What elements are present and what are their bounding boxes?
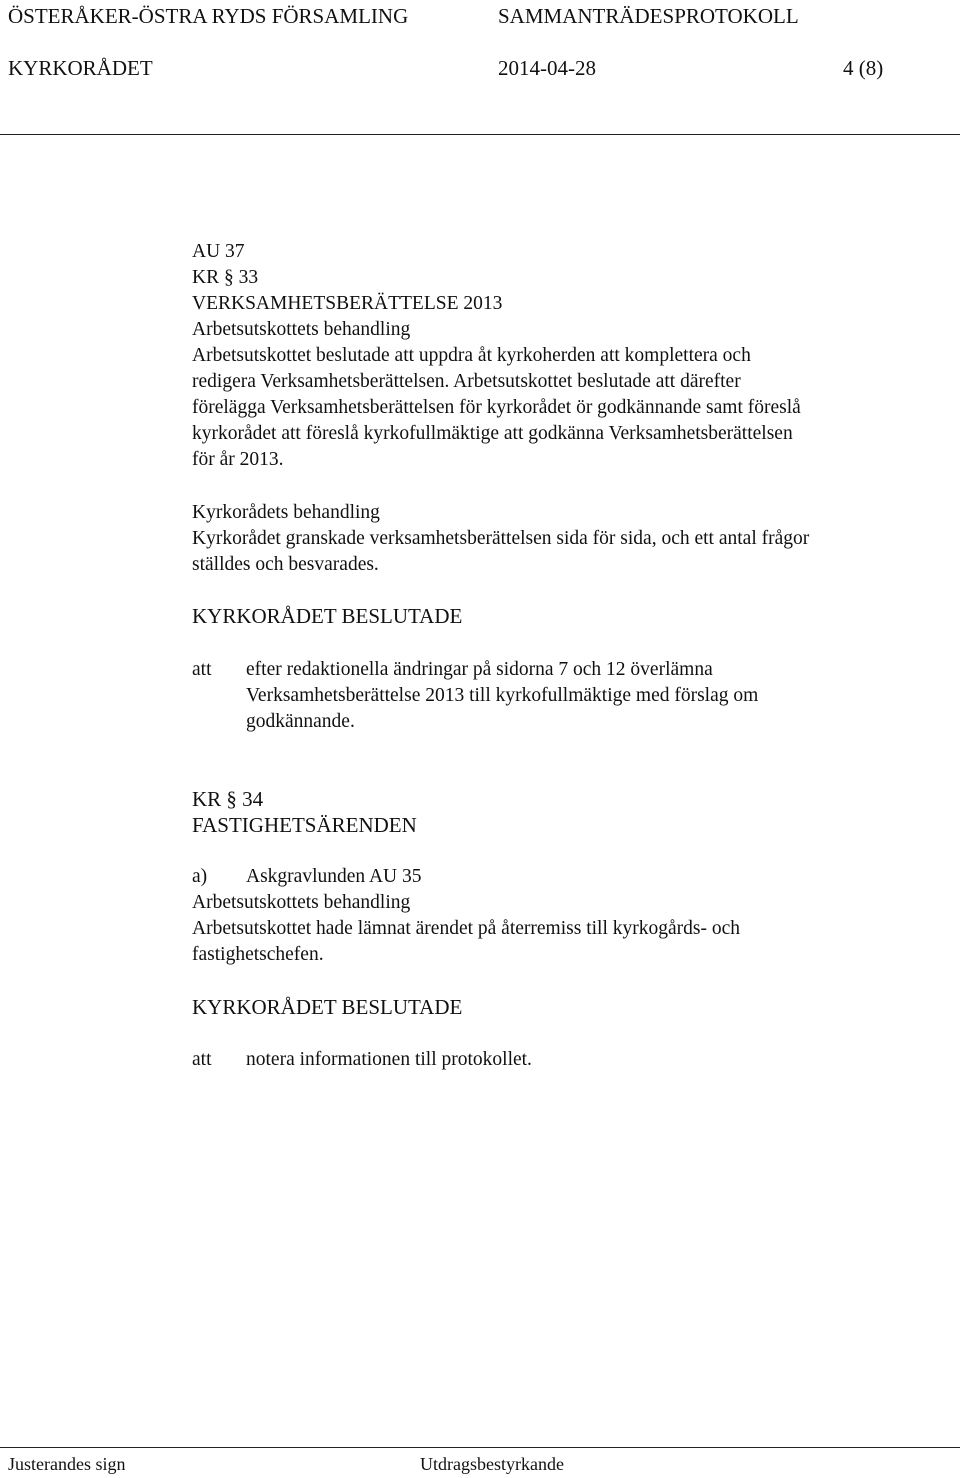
section2-title: FASTIGHETSÄRENDEN [192,813,417,837]
au-text-line: Arbetsutskottet beslutade att uppdra åt kyrkoherden att komplettera och [192,345,751,366]
decision-att: att [192,659,212,680]
decision-heading: KYRKORÅDET BESLUTADE [192,995,463,1019]
kr-heading: Kyrkorådets behandling [192,502,380,523]
header-date: 2014-04-28 [498,56,596,80]
item-title-row [246,864,422,890]
kr-text-line: ställdes och besvarades. [192,554,379,575]
header-doc-type: SAMMANTRÄDESPROTOKOLL [498,4,799,28]
decision-text: notera informationen till protokollet. [246,1049,532,1070]
au-heading: Arbetsutskottets behandling [192,892,411,913]
decision-text [246,657,936,735]
header-body: KYRKORÅDET [8,56,153,80]
item-letter: a) [192,866,208,887]
decision-heading: KYRKORÅDET BESLUTADE [192,604,463,628]
au-text-line: förelägga Verksamhetsberättelsen för kyrkorådet ör godkännande samt föreslå [192,397,801,418]
section-title: VERKSAMHETSBERÄTTELSE 2013 [192,293,503,314]
au-text-line: kyrkorådet att föreslå kyrkofullmäktige att godkänna Verksamhetsberättelsen [192,423,793,444]
section-kr33 [192,239,932,473]
au-text-line: redigera Verksamhetsberättelsen. Arbetsutskottet beslutade att därefter [192,371,741,392]
kr-reference: KR § 33 [192,267,259,288]
decision-text-line: efter redaktionella ändringar på sidorna 7 och 12 överlämna [246,659,713,680]
header-org: ÖSTERÅKER-ÖSTRA RYDS FÖRSAMLING [8,4,409,28]
kr-treatment [192,500,932,578]
footer-rule [0,1447,960,1448]
header-page: 4 (8) [843,56,884,80]
decision-att: att [192,1049,212,1070]
item-au-reference: AU 35 [368,866,422,887]
kr-text-line: Kyrkorådet granskade verksamhetsberättelsen sida för sida, och ett antal frågor [192,528,810,549]
au-reference: AU 37 [192,241,245,262]
au-heading: Arbetsutskottets behandling [192,319,411,340]
header-rule [0,134,960,135]
kr34-reference: KR § 34 [192,787,264,811]
au-text-line: fastighetschefen. [192,944,324,965]
au-text-line: Arbetsutskottet hade lämnat ärendet på återremiss till kyrkogårds- och [192,918,740,939]
section2-au-treatment [192,890,932,968]
au-text-line: för år 2013. [192,449,284,470]
footer-left: Justerandes sign [8,1454,126,1474]
item-title: Askgravlunden [246,866,366,887]
footer-right: Utdragsbestyrkande [420,1454,564,1474]
decision-text-line: Verksamhetsberättelse 2013 till kyrkofullmäktige med förslag om [246,685,759,706]
decision-text-line: godkännande. [246,711,355,732]
